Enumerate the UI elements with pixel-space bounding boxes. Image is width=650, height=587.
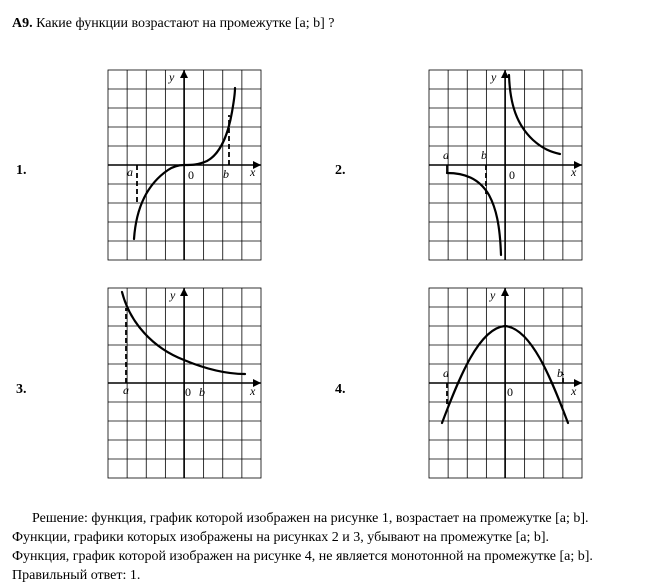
graph-4-a-label: a [443, 366, 449, 380]
graph-4-number: 4. [335, 382, 346, 397]
graph-2-b-label: b [481, 148, 487, 162]
graph-3-origin-label: 0 [185, 385, 191, 399]
graph-2 [429, 70, 587, 262]
graph-4-x-label: x [571, 384, 577, 398]
graph-2-x-label: x [571, 165, 577, 179]
solution-line-4: Правильный ответ: 1. [12, 568, 141, 583]
graph-1-x-label: x [250, 165, 256, 179]
question-number: A9. [12, 16, 33, 31]
graph-3 [108, 288, 266, 480]
graph-1-a-label: a [127, 165, 133, 179]
solution-line-2: Функции, графики которых изображены на рисунках 2 и 3, убывают на промежутке [a; b]. [12, 530, 550, 545]
graph-1-b-label: b [223, 167, 229, 181]
graph-2-origin-label: 0 [509, 168, 515, 182]
graph-3-a-label: a [123, 383, 129, 397]
graph-1-number: 1. [16, 163, 27, 178]
graph-2-y-label: y [491, 70, 497, 84]
graph-4-b-label: b [557, 366, 563, 380]
graph-1-origin-label: 0 [188, 168, 194, 182]
graph-3-b-label: b [199, 385, 205, 399]
graph-4-origin-label: 0 [507, 385, 513, 399]
graph-3-x-label: x [250, 384, 256, 398]
solution-line-1: Решение: функция, график которой изображен на рисунке 1, возрастает на промежутке [a; b]. [32, 511, 589, 526]
graph-4 [429, 288, 587, 480]
graph-1 [108, 70, 266, 262]
solution-line-3: Функция, график которой изображен на рисунке 4, не является монотонной на промежутке [a; b]. [12, 549, 593, 564]
question-heading [12, 16, 334, 32]
graph-4-y-label: y [490, 288, 496, 302]
solution-text [12, 509, 640, 585]
graph-2-number: 2. [335, 163, 346, 178]
graph-1-y-label: y [169, 70, 175, 84]
graph-3-y-label: y [170, 288, 176, 302]
question-text: Какие функции возрастают на промежутке [a; b] ? [36, 16, 335, 31]
graph-3-number: 3. [16, 382, 27, 397]
graph-2-a-label: a [443, 148, 449, 162]
